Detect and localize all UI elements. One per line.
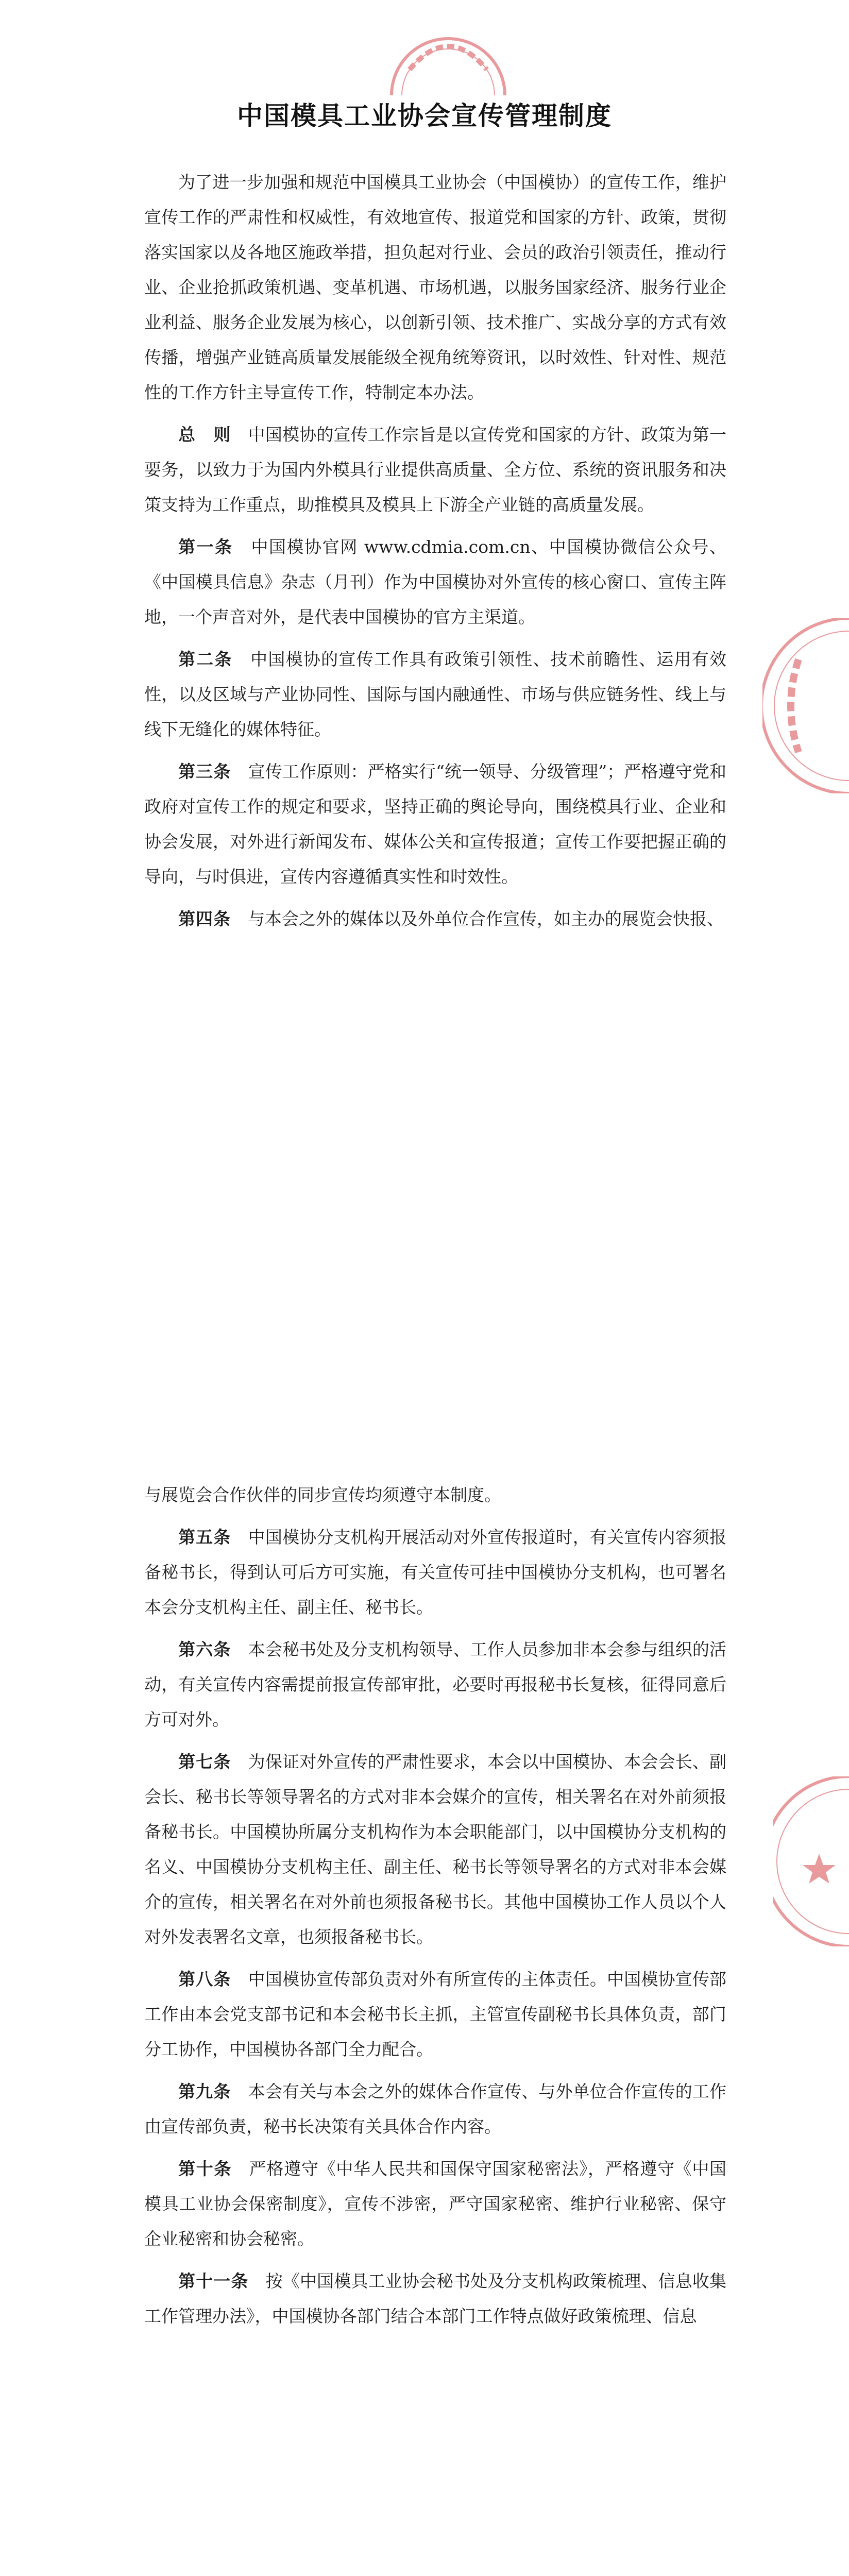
article-heading: 第十一条 bbox=[178, 2271, 249, 2291]
article-heading: 第五条 bbox=[178, 1527, 231, 1547]
paragraph bbox=[144, 902, 726, 937]
page-1-body bbox=[144, 165, 726, 944]
document-page-2 bbox=[0, 1220, 849, 2440]
article-text: 中国模协的宣传工作宗旨是以宣传党和国家的方针、政策为第一要务，以致力于为国内外模具行业提供高质量、全方位、系统的资讯服务和决策支持为工作重点，助推模具及模具上下游全产业链的高质量发展。 bbox=[144, 425, 727, 515]
article-text: 中国模协官网 www.cdmia.com.cn、中国模协微信公众号、《中国模具信息》杂志（月刊）作为中国模协对外宣传的核心窗口、宣传主阵地，一个声音对外，是代表中国模协的官方主渠道。 bbox=[144, 537, 726, 627]
paragraph bbox=[144, 2074, 726, 2144]
paragraph bbox=[144, 1744, 726, 1955]
seal-stamp-top bbox=[381, 8, 515, 95]
paragraph bbox=[144, 1962, 726, 2067]
paragraph bbox=[144, 754, 726, 894]
article-heading: 第十条 bbox=[178, 2159, 232, 2179]
article-heading: 第八条 bbox=[178, 1969, 231, 1989]
article-heading: 第九条 bbox=[178, 2081, 231, 2102]
article-text: 中国模协分支机构开展活动对外宣传报道时，有关宣传内容须报备秘书长，得到认可后方可实施，有关宣传可挂中国模协分支机构，也可署名本会分支机构主任、副主任、秘书长。 bbox=[144, 1527, 727, 1617]
article-heading: 第四条 bbox=[178, 909, 231, 929]
document-title: 中国模具工业协会宣传管理制度 bbox=[237, 101, 612, 131]
article-text: 中国模协宣传部负责对外有所宣传的主体责任。中国模协宣传部工作由本会党支部书记和本会秘书长主抓，主管宣传副秘书长具体负责，部门分工协作，中国模协各部门全力配合。 bbox=[144, 1969, 727, 2059]
paragraph bbox=[144, 2151, 726, 2257]
article-text: 与本会之外的媒体以及外单位合作宣传，如主办的展览会快报、 bbox=[248, 909, 724, 929]
paragraph bbox=[144, 165, 726, 410]
seal-stamp-right-1 bbox=[762, 618, 849, 793]
article-text: 本会秘书处及分支机构领导、工作人员参加非本会参与组织的活动，有关宣传内容需提前报宣传部审批，必要时再报秘书长复核，征得同意后方可对外。 bbox=[144, 1639, 727, 1730]
article-heading: 第七条 bbox=[178, 1752, 231, 1772]
article-text: 严格遵守《中华人民共和国保守国家秘密法》，严格遵守《中国模具工业协会保密制度》，宣传不涉密，严守国家秘密、维护行业秘密、保守企业秘密和协会秘密。 bbox=[144, 2159, 727, 2249]
article-text: 与展览会合作伙伴的同步宣传均须遵守本制度。 bbox=[144, 1485, 501, 1505]
seal-stamp-right-2 bbox=[773, 1776, 849, 1946]
document-page-1 bbox=[0, 0, 849, 1220]
paragraph bbox=[144, 417, 726, 522]
page-2-body bbox=[144, 1478, 726, 2341]
article-heading: 第二条 bbox=[178, 649, 233, 669]
article-heading: 第一条 bbox=[178, 537, 233, 557]
paragraph bbox=[144, 530, 726, 635]
article-text: 本会有关与本会之外的媒体合作宣传、与外单位合作宣传的工作由宣传部负责，秘书长决策有关具体合作内容。 bbox=[144, 2081, 727, 2137]
paragraph bbox=[144, 2264, 726, 2334]
paragraph bbox=[144, 1520, 726, 1625]
document-page-3 bbox=[0, 2440, 849, 2576]
article-text: 为了进一步加强和规范中国模具工业协会（中国模协）的宣传工作，维护宣传工作的严肃性和权威性，有效地宣传、报道党和国家的方针、政策，贯彻落实国家以及各地区施政举措，担负起对行业、会员的政治引领责任，推动行业、企业抢抓政策机遇、变革机遇、市场机遇，以服务国家经济、服务行业企业利益、服务企业发展为核心，以创新引领、技术推广、实战分享的方式有效传播，增强产业链高质量发展能级全视角统筹资讯，以时效性、针对性、规范性的工作方针主导宣传工作，特制定本办法。 bbox=[144, 172, 726, 402]
article-text: 按《中国模具工业协会秘书处及分支机构政策梳理、信息收集工作管理办法》，中国模协各部门结合本部门工作特点做好政策梳理、信息 bbox=[144, 2271, 727, 2326]
article-text: 为保证对外宣传的严肃性要求，本会以中国模协、本会会长、副会长、秘书长等领导署名的方式对非本会媒介的宣传，相关署名在对外前须报备秘书长。中国模协所属分支机构作为本会职能部门，以中国模协分支机构的名义、中国模协分支机构主任、副主任、秘书长等领导署名的方式对非本会媒介的宣传，相关署名在对外前也须报备秘书长。其他中国模协工作人员以个人对外发表署名文章，也须报备秘书长。 bbox=[144, 1752, 727, 1947]
article-text: 中国模协的宣传工作具有政策引领性、技术前瞻性、运用有效性，以及区域与产业协同性、国际与国内融通性、市场与供应链务性、线上与线下无缝化的媒体特征。 bbox=[144, 649, 727, 739]
article-heading: 总 则 bbox=[178, 425, 231, 445]
article-text: 宣传工作原则：严格实行“统一领导、分级管理”；严格遵守党和政府对宣传工作的规定和要求，坚持正确的舆论导向，围绕模具行业、企业和协会发展，对外进行新闻发布、媒体公关和宣传报道；宣传工作要把握正确的导向，与时俱进，宣传内容遵循真实性和时效性。 bbox=[144, 761, 727, 887]
paragraph bbox=[144, 1478, 726, 1513]
article-heading: 第三条 bbox=[178, 761, 231, 782]
paragraph bbox=[144, 642, 726, 747]
article-heading: 第六条 bbox=[178, 1639, 231, 1659]
paragraph bbox=[144, 1632, 726, 1737]
